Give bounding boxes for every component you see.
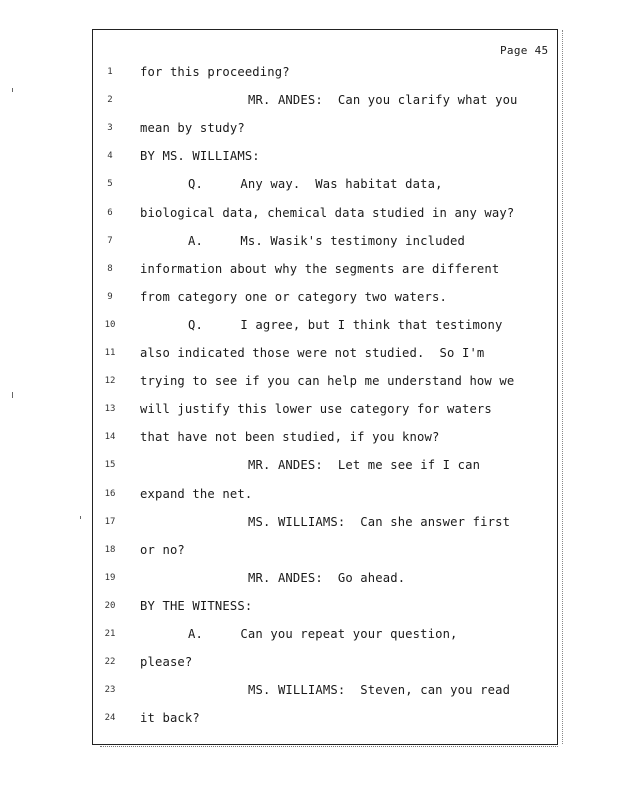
line-number: 24 bbox=[104, 713, 116, 724]
line-number: 16 bbox=[104, 488, 116, 499]
line-text: Q. I agree, but I think that testimony bbox=[188, 317, 503, 332]
line-number: 22 bbox=[104, 657, 116, 668]
line-number: 18 bbox=[104, 544, 116, 555]
transcript-line bbox=[0, 118, 618, 138]
transcript-line bbox=[0, 231, 618, 251]
transcript-line bbox=[0, 455, 618, 475]
line-text: BY THE WITNESS: bbox=[140, 598, 253, 613]
transcript-line bbox=[0, 146, 618, 166]
line-number: 13 bbox=[104, 404, 116, 415]
line-text: please? bbox=[140, 655, 193, 670]
transcript-line bbox=[0, 596, 618, 616]
line-number: 9 bbox=[107, 291, 113, 302]
transcript-line bbox=[0, 484, 618, 504]
line-text: MR. ANDES: Go ahead. bbox=[248, 570, 406, 585]
transcript-line bbox=[0, 652, 618, 672]
transcript-line bbox=[0, 287, 618, 307]
line-text: for this proceeding? bbox=[140, 65, 290, 79]
line-text: MR. ANDES: Can you clarify what you bbox=[248, 93, 518, 108]
transcript-line bbox=[0, 174, 618, 194]
line-text: A. Can you repeat your question, bbox=[188, 627, 458, 641]
transcript-line bbox=[0, 624, 618, 644]
line-number: 5 bbox=[107, 179, 113, 190]
line-number: 8 bbox=[107, 263, 113, 274]
transcript-line bbox=[0, 708, 618, 728]
line-text: that have not been studied, if you know? bbox=[140, 430, 440, 445]
line-text: MS. WILLIAMS: Steven, can you read bbox=[248, 683, 511, 698]
page-number: Page 45 bbox=[500, 44, 549, 57]
line-number: 3 bbox=[107, 123, 113, 134]
transcript-line bbox=[0, 568, 618, 588]
line-text: BY MS. WILLIAMS: bbox=[140, 149, 260, 164]
transcript-line bbox=[0, 315, 618, 335]
line-number: 14 bbox=[104, 432, 116, 443]
transcript-line bbox=[0, 399, 618, 419]
line-number: 19 bbox=[104, 572, 116, 583]
line-number: 2 bbox=[107, 95, 113, 106]
line-text: biological data, chemical data studied in any way? bbox=[140, 205, 515, 220]
line-text: will justify this lower use category for waters bbox=[140, 402, 492, 417]
line-number: 11 bbox=[104, 348, 116, 358]
line-number: 20 bbox=[104, 600, 116, 611]
line-text: expand the net. bbox=[140, 486, 253, 501]
transcript-line bbox=[0, 540, 618, 560]
transcript-line bbox=[0, 259, 618, 279]
line-number: 23 bbox=[104, 685, 116, 696]
line-text: it back? bbox=[140, 711, 200, 726]
line-text: from category one or category two waters. bbox=[140, 289, 447, 304]
line-number: 21 bbox=[104, 629, 116, 639]
transcript-line bbox=[0, 427, 618, 447]
line-number: 15 bbox=[104, 460, 116, 471]
line-text: MS. WILLIAMS: Can she answer first bbox=[248, 514, 511, 529]
line-number: 12 bbox=[104, 376, 116, 387]
transcript-line bbox=[0, 62, 618, 82]
line-number: 7 bbox=[107, 235, 113, 246]
line-text: trying to see if you can help me understand how we bbox=[140, 374, 515, 389]
line-number: 6 bbox=[107, 207, 113, 218]
bottom-scan-dots bbox=[100, 746, 558, 749]
line-text: Q. Any way. Was habitat data, bbox=[188, 177, 443, 192]
line-text: A. Ms. Wasik's testimony included bbox=[188, 233, 466, 248]
transcript-line bbox=[0, 343, 618, 363]
line-text: mean by study? bbox=[140, 121, 245, 136]
line-number: 4 bbox=[107, 151, 113, 162]
transcript-line bbox=[0, 680, 618, 700]
transcript-line bbox=[0, 90, 618, 110]
line-number: 17 bbox=[104, 516, 116, 527]
line-text: information about why the segments are different bbox=[140, 261, 500, 276]
line-number: 10 bbox=[104, 319, 116, 330]
line-text: also indicated those were not studied. So I'm bbox=[140, 346, 485, 360]
line-text: MR. ANDES: Let me see if I can bbox=[248, 458, 481, 473]
transcript-line bbox=[0, 371, 618, 391]
transcript-line bbox=[0, 203, 618, 223]
line-number: 1 bbox=[107, 67, 113, 77]
scan-mark-left-mid bbox=[12, 392, 13, 398]
line-text: or no? bbox=[140, 542, 185, 557]
transcript-line bbox=[0, 512, 618, 532]
